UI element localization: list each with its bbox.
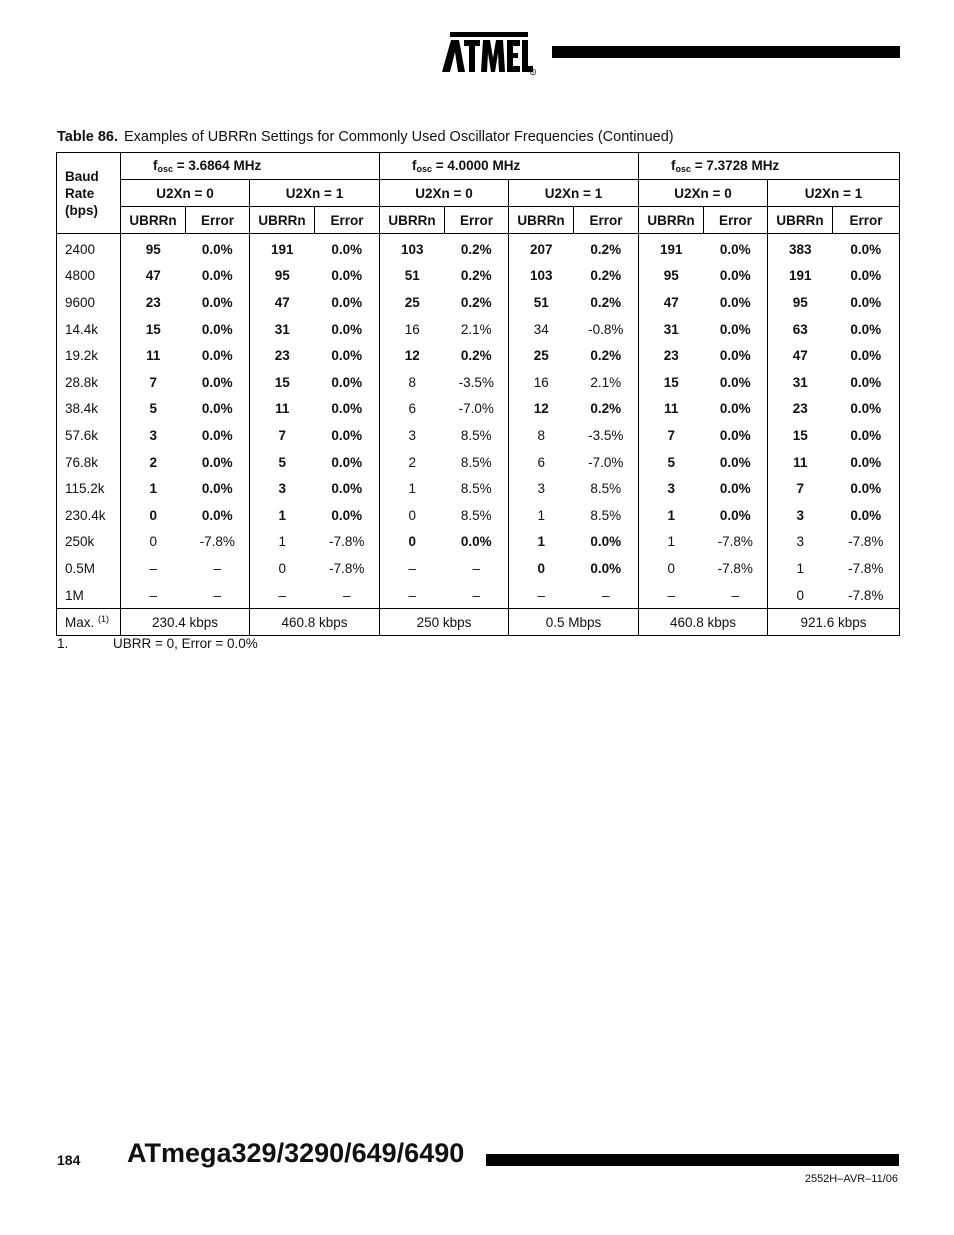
error-value-cell: – — [445, 555, 509, 582]
frequency-subscript: osc — [157, 164, 174, 174]
ubrr-value-cell: 47 — [250, 289, 315, 316]
frequency-value: = 4.0000 MHz — [432, 158, 521, 173]
error-value-cell: 0.0% — [833, 475, 900, 502]
ubrr-value-cell: – — [250, 582, 315, 609]
table-row — [57, 316, 900, 343]
column-header: UBRRn — [768, 207, 833, 234]
error-value-cell: -3.5% — [445, 369, 509, 396]
table-row — [57, 396, 900, 423]
ubrr-value-cell: 11 — [639, 396, 704, 423]
ubrr-value-cell: 7 — [121, 369, 186, 396]
error-value-cell: 0.0% — [315, 289, 380, 316]
error-value-cell: -0.8% — [574, 316, 639, 343]
error-value-cell: 8.5% — [574, 502, 639, 529]
error-value-cell: 0.0% — [315, 502, 380, 529]
ubrr-value-cell: 191 — [768, 263, 833, 290]
max-rate-cell: 230.4 kbps — [121, 609, 250, 636]
ubrr-value-cell: 0 — [121, 502, 186, 529]
ubrr-value-cell: 47 — [768, 342, 833, 369]
error-value-cell: 0.0% — [186, 502, 250, 529]
ubrr-value-cell: 1 — [768, 555, 833, 582]
max-rate-cell: 250 kbps — [380, 609, 509, 636]
error-value-cell: 2.1% — [445, 316, 509, 343]
column-header: UBRRn — [509, 207, 574, 234]
ubrr-value-cell: – — [380, 582, 445, 609]
baud-rate-cell: 57.6k — [57, 422, 121, 449]
table-row — [57, 263, 900, 290]
error-value-cell: 0.0% — [833, 422, 900, 449]
mode-header: U2Xn = 1 — [509, 180, 639, 207]
baud-rate-cell: 4800 — [57, 263, 121, 290]
ubrr-value-cell: 15 — [639, 369, 704, 396]
max-rate-cell: 460.8 kbps — [639, 609, 768, 636]
error-value-cell: 0.0% — [704, 422, 768, 449]
baud-rate-cell: 0.5M — [57, 555, 121, 582]
error-value-cell: 0.0% — [574, 529, 639, 556]
ubrr-value-cell: 0 — [121, 529, 186, 556]
ubrr-value-cell: 191 — [250, 234, 315, 263]
ubrr-value-cell: 7 — [250, 422, 315, 449]
error-value-cell: 0.2% — [574, 289, 639, 316]
ubrr-value-cell: 23 — [768, 396, 833, 423]
error-value-cell: 8.5% — [445, 475, 509, 502]
mode-header: U2Xn = 0 — [121, 180, 250, 207]
error-value-cell: 8.5% — [445, 502, 509, 529]
ubrr-value-cell: 15 — [768, 422, 833, 449]
max-row — [57, 609, 900, 636]
frequency-subscript: osc — [675, 164, 692, 174]
mode-header: U2Xn = 0 — [380, 180, 509, 207]
ubrr-value-cell: 1 — [380, 475, 445, 502]
error-value-cell: -7.8% — [833, 529, 900, 556]
error-value-cell: 0.0% — [315, 449, 380, 476]
ubrr-value-cell: 383 — [768, 234, 833, 263]
ubrr-value-cell: 0 — [380, 502, 445, 529]
ubrr-value-cell: 95 — [121, 234, 186, 263]
table-row — [57, 369, 900, 396]
error-value-cell: 0.2% — [574, 342, 639, 369]
baud-rate-cell: 230.4k — [57, 502, 121, 529]
error-value-cell: 0.0% — [704, 449, 768, 476]
baud-rate-header-line: (bps) — [65, 202, 98, 218]
column-header: Error — [186, 207, 250, 234]
table-caption-label: Table 86. — [57, 129, 118, 145]
baud-rate-cell: 76.8k — [57, 449, 121, 476]
error-value-cell: 0.0% — [574, 555, 639, 582]
ubrr-value-cell: 0 — [509, 555, 574, 582]
ubrr-value-cell: 3 — [380, 422, 445, 449]
ubrr-value-cell: 23 — [121, 289, 186, 316]
footer-rule — [486, 1154, 899, 1166]
document-title: ATmega329/3290/649/6490 — [127, 1138, 465, 1168]
ubrr-value-cell: 5 — [639, 449, 704, 476]
error-value-cell: 0.0% — [186, 342, 250, 369]
ubrr-value-cell: 95 — [250, 263, 315, 290]
document-code: 2552H–AVR–11/06 — [804, 1173, 898, 1185]
ubrr-value-cell: 31 — [768, 369, 833, 396]
baud-rate-cell: 115.2k — [57, 475, 121, 502]
ubrr-value-cell: – — [380, 555, 445, 582]
frequency-value: = 3.6864 MHz — [173, 158, 262, 173]
table-row — [57, 289, 900, 316]
column-header: Error — [833, 207, 900, 234]
ubrr-value-cell: 5 — [250, 449, 315, 476]
ubrr-value-cell: 8 — [380, 369, 445, 396]
error-value-cell: -3.5% — [574, 422, 639, 449]
ubrr-value-cell: 3 — [768, 502, 833, 529]
table-row — [57, 582, 900, 609]
ubrr-value-cell: 1 — [250, 502, 315, 529]
ubrr-value-cell: 1 — [639, 502, 704, 529]
error-value-cell: -7.8% — [704, 555, 768, 582]
baud-rate-cell: 38.4k — [57, 396, 121, 423]
error-value-cell: 0.0% — [704, 342, 768, 369]
table-caption-text: Examples of UBRRn Settings for Commonly Used Oscillator Frequencies (Continued) — [123, 129, 674, 145]
error-value-cell: -7.8% — [833, 555, 900, 582]
error-value-cell: 0.0% — [833, 342, 900, 369]
error-value-cell: -7.8% — [704, 529, 768, 556]
error-value-cell: 0.0% — [833, 234, 900, 263]
error-value-cell: 0.0% — [186, 422, 250, 449]
ubrr-value-cell: 7 — [768, 475, 833, 502]
error-value-cell: -7.8% — [186, 529, 250, 556]
ubrr-value-cell: 0 — [639, 555, 704, 582]
ubrr-value-cell: 2 — [121, 449, 186, 476]
error-value-cell: 0.0% — [186, 289, 250, 316]
ubrr-value-cell: 3 — [509, 475, 574, 502]
ubrr-value-cell: 6 — [509, 449, 574, 476]
max-rate-cell: 921.6 kbps — [768, 609, 900, 636]
ubrr-value-cell: 12 — [509, 396, 574, 423]
error-value-cell: 0.0% — [704, 475, 768, 502]
page-number: 184 — [57, 1152, 81, 1168]
mode-header: U2Xn = 1 — [250, 180, 380, 207]
frequency-symbol: f — [671, 158, 676, 173]
error-value-cell: 0.0% — [315, 422, 380, 449]
error-value-cell: 0.0% — [704, 369, 768, 396]
table-caption — [57, 129, 674, 145]
ubrr-value-cell: 95 — [639, 263, 704, 290]
error-value-cell: -7.0% — [574, 449, 639, 476]
ubrr-value-cell: 2 — [380, 449, 445, 476]
ubrr-value-cell: 1 — [509, 529, 574, 556]
error-value-cell: 0.2% — [574, 396, 639, 423]
frequency-symbol: f — [153, 158, 158, 173]
error-value-cell: 0.0% — [445, 529, 509, 556]
error-value-cell: 0.0% — [704, 234, 768, 263]
ubrr-value-cell: 47 — [639, 289, 704, 316]
error-value-cell: 0.0% — [704, 396, 768, 423]
column-header: Error — [315, 207, 380, 234]
ubrr-value-cell: 207 — [509, 234, 574, 263]
ubrr-value-cell: 12 — [380, 342, 445, 369]
table-row — [57, 555, 900, 582]
error-value-cell: 0.0% — [704, 263, 768, 290]
error-value-cell: 8.5% — [445, 422, 509, 449]
error-value-cell: 8.5% — [445, 449, 509, 476]
ubrr-value-cell: 3 — [768, 529, 833, 556]
table-row — [57, 234, 900, 263]
ubrr-value-cell: 31 — [250, 316, 315, 343]
ubrr-value-cell: 0 — [768, 582, 833, 609]
mode-header: U2Xn = 0 — [639, 180, 768, 207]
baud-rate-header-line: Rate — [65, 185, 95, 201]
header-row-columns — [57, 207, 900, 234]
error-value-cell: 0.0% — [186, 234, 250, 263]
ubrr-value-cell: 11 — [250, 396, 315, 423]
ubrr-value-cell: 95 — [768, 289, 833, 316]
error-value-cell: 0.2% — [574, 234, 639, 263]
ubrr-value-cell: 103 — [509, 263, 574, 290]
baud-rate-cell: 14.4k — [57, 316, 121, 343]
max-rate-cell: 0.5 Mbps — [509, 609, 639, 636]
error-value-cell: 0.2% — [445, 289, 509, 316]
mode-header: U2Xn = 1 — [768, 180, 900, 207]
table-row — [57, 422, 900, 449]
error-value-cell: 0.2% — [574, 263, 639, 290]
error-value-cell: – — [445, 582, 509, 609]
baud-rate-header — [57, 153, 121, 234]
frequency-subscript: osc — [416, 164, 433, 174]
ubrr-value-cell: – — [121, 582, 186, 609]
error-value-cell: 8.5% — [574, 475, 639, 502]
ubrr-value-cell: 23 — [250, 342, 315, 369]
baud-rate-cell: 2400 — [57, 234, 121, 263]
error-value-cell: – — [315, 582, 380, 609]
error-value-cell: 0.0% — [186, 369, 250, 396]
error-value-cell: 0.0% — [833, 502, 900, 529]
ubrr-value-cell: 8 — [509, 422, 574, 449]
header-row-mode — [57, 180, 900, 207]
error-value-cell: 0.0% — [315, 369, 380, 396]
baud-rate-header-line: Baud — [65, 168, 99, 184]
ubrr-value-cell: 3 — [250, 475, 315, 502]
frequency-symbol: f — [412, 158, 417, 173]
error-value-cell: 0.0% — [833, 449, 900, 476]
header-row-frequency — [57, 153, 900, 180]
ubrr-value-cell: 1 — [639, 529, 704, 556]
table-row — [57, 475, 900, 502]
footnote-reference: (1) — [98, 614, 110, 625]
error-value-cell: 0.0% — [315, 396, 380, 423]
baud-rate-cell: 28.8k — [57, 369, 121, 396]
error-value-cell: 0.2% — [445, 342, 509, 369]
error-value-cell: 0.0% — [315, 263, 380, 290]
ubrr-value-cell: 23 — [639, 342, 704, 369]
frequency-header — [380, 153, 639, 180]
error-value-cell: 0.0% — [186, 396, 250, 423]
frequency-header — [639, 153, 900, 180]
column-header: UBRRn — [639, 207, 704, 234]
ubrr-value-cell: 1 — [509, 502, 574, 529]
error-value-cell: – — [186, 582, 250, 609]
table-row — [57, 529, 900, 556]
column-header: Error — [574, 207, 639, 234]
error-value-cell: 0.0% — [833, 316, 900, 343]
error-value-cell: 0.0% — [833, 369, 900, 396]
column-header: UBRRn — [121, 207, 186, 234]
error-value-cell: 0.2% — [445, 234, 509, 263]
ubrr-value-cell: 11 — [121, 342, 186, 369]
ubrr-value-cell: 63 — [768, 316, 833, 343]
ubrr-value-cell: 0 — [250, 555, 315, 582]
error-value-cell: -7.8% — [833, 582, 900, 609]
error-value-cell: 0.0% — [315, 342, 380, 369]
ubrr-value-cell: 51 — [380, 263, 445, 290]
error-value-cell: – — [574, 582, 639, 609]
max-label-cell — [57, 609, 121, 636]
error-value-cell: 0.0% — [315, 475, 380, 502]
ubrr-value-cell: 3 — [639, 475, 704, 502]
error-value-cell: 0.0% — [186, 475, 250, 502]
error-value-cell: 0.0% — [833, 396, 900, 423]
error-value-cell: -7.0% — [445, 396, 509, 423]
column-header: Error — [445, 207, 509, 234]
error-value-cell: 0.0% — [186, 449, 250, 476]
error-value-cell: 0.0% — [704, 289, 768, 316]
column-header: UBRRn — [250, 207, 315, 234]
ubrr-value-cell: 1 — [121, 475, 186, 502]
ubrr-value-cell: 34 — [509, 316, 574, 343]
error-value-cell: 0.0% — [315, 316, 380, 343]
ubrr-value-cell: – — [121, 555, 186, 582]
ubrr-value-cell: 191 — [639, 234, 704, 263]
table-row — [57, 342, 900, 369]
error-value-cell: – — [704, 582, 768, 609]
atmel-logo — [440, 28, 538, 76]
footnote-number: 1. — [57, 636, 69, 651]
max-label: Max. — [65, 615, 95, 631]
ubrr-value-cell: – — [639, 582, 704, 609]
ubrr-settings-table — [56, 152, 900, 636]
baud-rate-cell: 1M — [57, 582, 121, 609]
baud-rate-cell: 9600 — [57, 289, 121, 316]
ubrr-value-cell: 6 — [380, 396, 445, 423]
error-value-cell: -7.8% — [315, 555, 380, 582]
ubrr-value-cell: 16 — [380, 316, 445, 343]
frequency-value: = 7.3728 MHz — [691, 158, 780, 173]
ubrr-value-cell: 25 — [380, 289, 445, 316]
error-value-cell: 0.2% — [445, 263, 509, 290]
ubrr-value-cell: 5 — [121, 396, 186, 423]
ubrr-value-cell: 25 — [509, 342, 574, 369]
max-rate-cell: 460.8 kbps — [250, 609, 380, 636]
footnote-text: UBRR = 0, Error = 0.0% — [113, 636, 258, 651]
baud-rate-cell: 250k — [57, 529, 121, 556]
column-header: Error — [704, 207, 768, 234]
ubrr-value-cell: 11 — [768, 449, 833, 476]
ubrr-value-cell: 103 — [380, 234, 445, 263]
baud-rate-cell: 19.2k — [57, 342, 121, 369]
column-header: UBRRn — [380, 207, 445, 234]
ubrr-value-cell: 7 — [639, 422, 704, 449]
table-row — [57, 449, 900, 476]
error-value-cell: 0.0% — [315, 234, 380, 263]
ubrr-value-cell: 16 — [509, 369, 574, 396]
ubrr-value-cell: 15 — [121, 316, 186, 343]
ubrr-value-cell: 15 — [250, 369, 315, 396]
error-value-cell: 0.0% — [704, 316, 768, 343]
error-value-cell: 2.1% — [574, 369, 639, 396]
ubrr-value-cell: – — [509, 582, 574, 609]
error-value-cell: 0.0% — [186, 316, 250, 343]
ubrr-value-cell: 1 — [250, 529, 315, 556]
error-value-cell: 0.0% — [704, 502, 768, 529]
registered-mark: ® — [531, 69, 535, 75]
error-value-cell: 0.0% — [186, 263, 250, 290]
header-rule — [552, 46, 900, 58]
table-row — [57, 502, 900, 529]
error-value-cell: 0.0% — [833, 289, 900, 316]
ubrr-value-cell: 31 — [639, 316, 704, 343]
error-value-cell: -7.8% — [315, 529, 380, 556]
error-value-cell: 0.0% — [833, 263, 900, 290]
error-value-cell: – — [186, 555, 250, 582]
footnote — [57, 636, 258, 651]
frequency-header — [121, 153, 380, 180]
ubrr-value-cell: 47 — [121, 263, 186, 290]
ubrr-value-cell: 51 — [509, 289, 574, 316]
ubrr-value-cell: 3 — [121, 422, 186, 449]
ubrr-value-cell: 0 — [380, 529, 445, 556]
